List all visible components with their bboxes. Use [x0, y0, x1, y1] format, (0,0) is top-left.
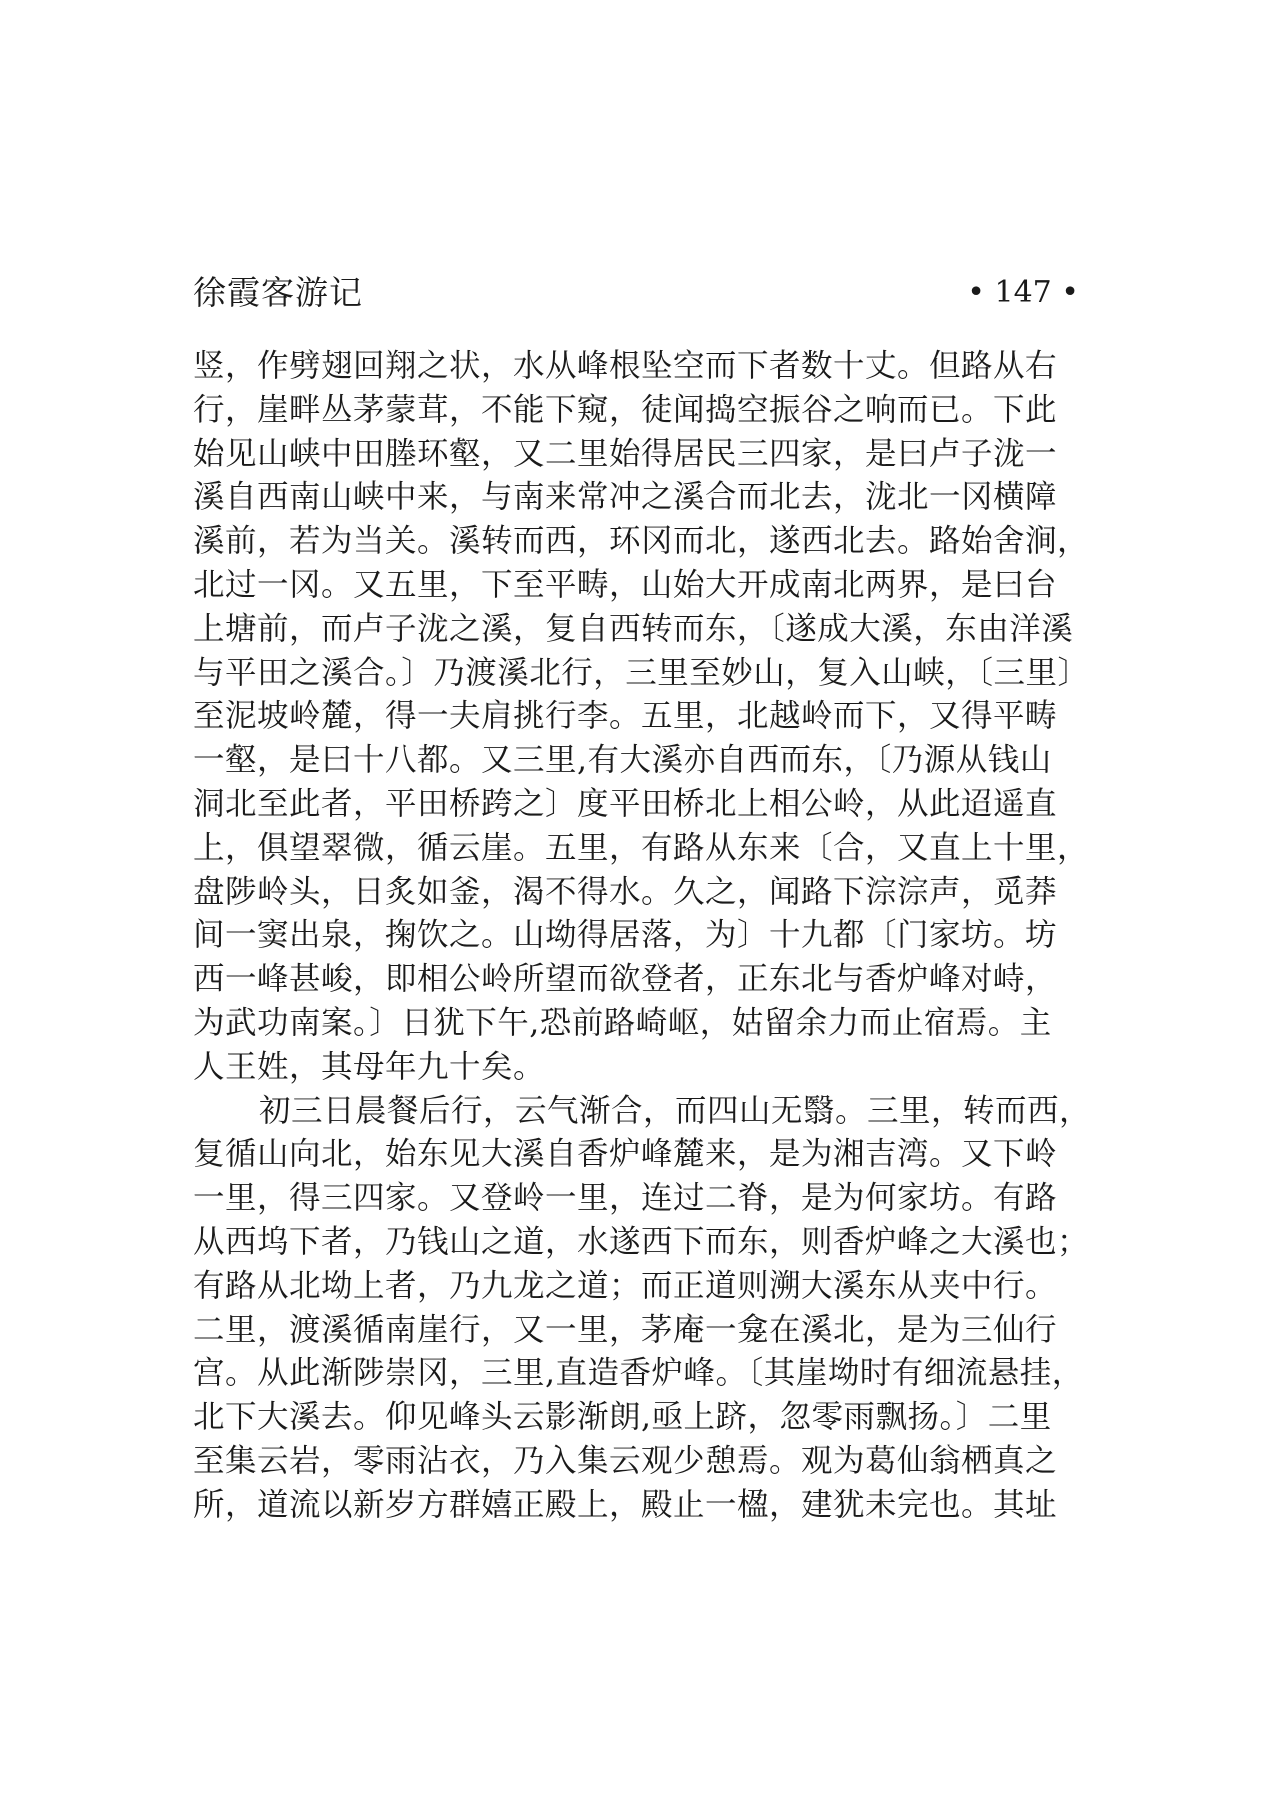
- book-title: 徐霞客游记: [193, 273, 363, 312]
- text-line: 溪自西南山峡中来，与南来常冲之溪合而北去，泷北一冈横障: [193, 479, 1058, 516]
- text-line: 至集云岩，零雨沾衣，乃入集云观少憩焉。观为葛仙翁栖真之: [193, 1442, 1058, 1479]
- page-header: [193, 268, 1079, 318]
- text-line: 为武功南案。〕日犹下午,恐前路崎岖，姑留余力而止宿焉。主: [193, 1004, 1052, 1041]
- text-line: 所，道流以新岁方群嬉正殿上，殿止一楹，建犹未完也。其址: [193, 1486, 1058, 1523]
- text-line: 北过一冈。又五里，下至平畴，山始大开成南北两界，是曰台: [193, 566, 1058, 603]
- text-line: 上，俱望翠微，循云崖。五里，有路从东来〔合，又直上十里，: [193, 829, 1090, 866]
- text-line: 行，崖畔丛茅蒙茸，不能下窥，徒闻捣空振谷之响而已。下此: [193, 391, 1058, 428]
- text-line: 从西坞下者，乃钱山之道，水遂西下而东，则香炉峰之大溪也；: [193, 1223, 1090, 1260]
- text-line: 宫。从此渐陟崇冈，三里,直造香炉峰。〔其崖坳时有细流悬挂，: [193, 1355, 1084, 1392]
- text-line: 北下大溪去。仰见峰头云影渐朗,亟上跻，忽零雨飘扬。〕二里: [193, 1399, 1052, 1436]
- text-line: 溪前，若为当关。溪转而西，环冈而北，遂西北去。路始舍涧，: [193, 523, 1090, 560]
- text-line: 二里，渡溪循南崖行，又一里，茅庵一龛在溪北，是为三仙行: [193, 1311, 1058, 1348]
- text-line: 竖，作劈翅回翔之状，水从峰根坠空而下者数十丈。但路从右: [193, 348, 1058, 384]
- text-line: 复循山向北，始东见大溪自香炉峰麓来，是为湘吉湾。又下岭: [193, 1136, 1058, 1173]
- text-line: 上塘前，而卢子泷之溪，复自西转而东，〔遂成大溪，东由洋溪: [193, 610, 1074, 647]
- text-line: 始见山峡中田塍环壑，又二里始得居民三四家，是曰卢子泷一: [193, 435, 1058, 472]
- text-line: 西一峰甚峻，即相公岭所望而欲登者，正东北与香炉峰对峙，: [193, 961, 1058, 998]
- text-line: 一壑，是曰十八都。又三里,有大溪亦自西而东，〔乃源从钱山: [193, 742, 1052, 779]
- text-line: 至泥坡岭麓，得一夫肩挑行李。五里，北越岭而下，又得平畴: [193, 698, 1058, 735]
- text-line: 与平田之溪合。〕乃渡溪北行，三里至妙山，复入山峡，〔三里〕: [193, 654, 1090, 691]
- text-line: 一里，得三四家。又登岭一里，连过二脊，是为何家坊。有路: [193, 1180, 1058, 1217]
- body-text: [193, 345, 1093, 1528]
- page-number: • 147 •: [967, 275, 1079, 310]
- text-line: 间一窦出泉，掬饮之。山坳得居落，为〕十九都〔门家坊。坊: [193, 917, 1058, 954]
- text-line: 有路从北坳上者，乃九龙之道；而正道则溯大溪东从夹中行。: [193, 1267, 1058, 1304]
- paragraph-start-line: 初三日晨餐后行，云气渐合，而四山无翳。三里，转而西，: [259, 1092, 1092, 1129]
- text-line: 人王姓，其母年九十矣。: [193, 1048, 546, 1085]
- text-line: 洞北至此者，平田桥跨之〕度平田桥北上相公岭，从此迢遥直: [193, 785, 1058, 822]
- text-line: 盘陟岭头，日炙如釜，渴不得水。久之，闻路下淙淙声，觅莽: [193, 873, 1058, 910]
